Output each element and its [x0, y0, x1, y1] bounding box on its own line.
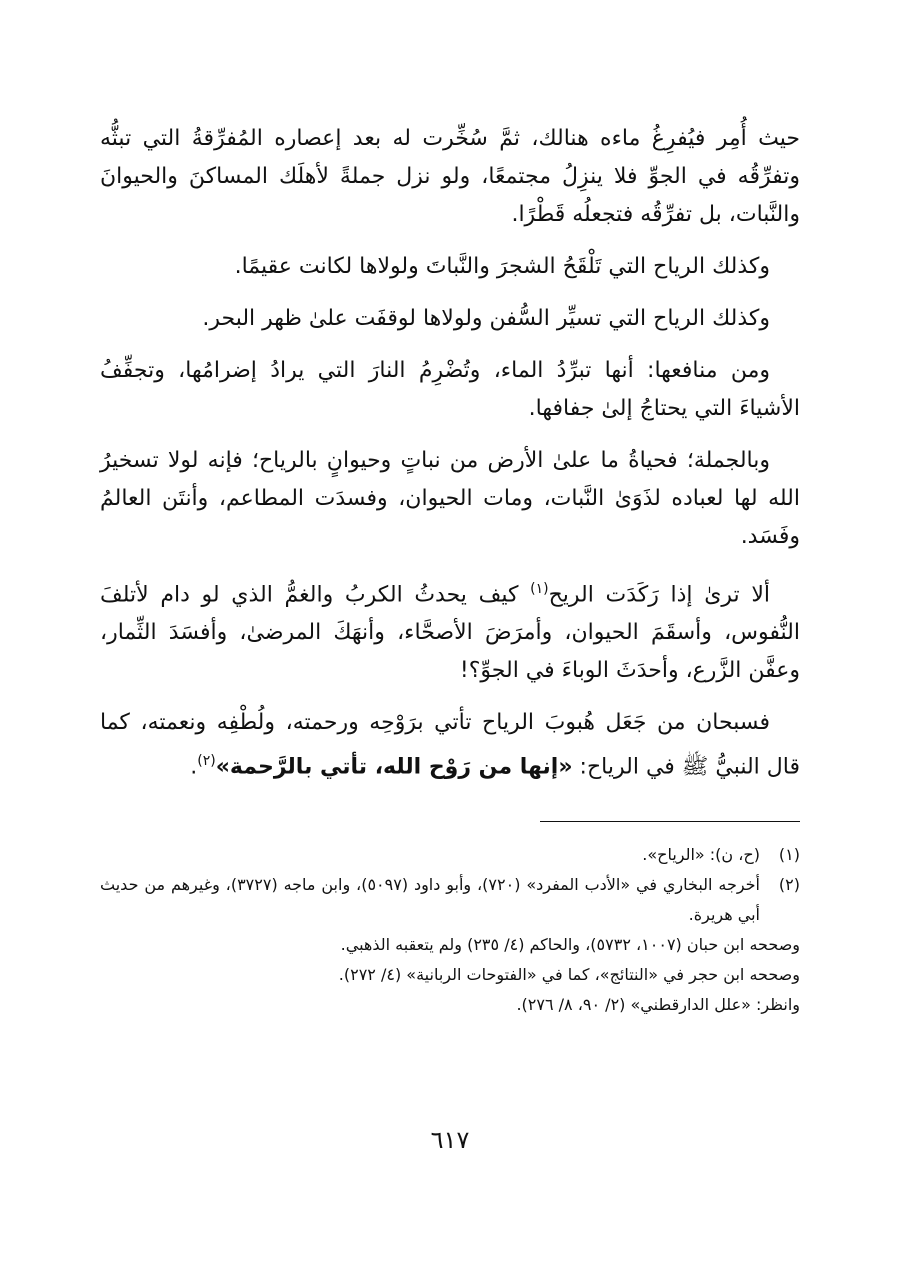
footnote-extra-line: وصححه ابن حبان (١٠٠٧، ٥٧٣٢)، والحاكم (٤/ ٢٣٥) ولم يتعقبه الذهبي. — [340, 934, 800, 954]
paragraph-5: وبالجملة؛ فحياةُ ما علىٰ الأرض من نباتٍ وحيوانٍ بالرياح؛ فإنه لولا تسخيرُ الله لها لعباده لذَوَىٰ النَّبات، ومات الحيوان، وفسدَت المطاعم، وأنتَن العالمُ وفَسَد. — [100, 448, 800, 549]
footnotes — [100, 840, 800, 1020]
footnote-extra-line: وصححه ابن حجر في «النتائج»، كما في «الفتوحات الربانية» (٤/ ٢٧٢). — [338, 964, 800, 984]
footnote-ref-2[interactable]: (٢) — [197, 753, 216, 770]
footnote-text: أخرجه البخاري في «الأدب المفرد» (٧٢٠)، وأبو داود (٥٠٩٧)، وابن ماجه (٣٧٢٧)، وغيرهم من حديث أبي هريرة. — [100, 874, 761, 924]
paragraph-7-text-before: فسبحان من جَعَل هُبوبَ الرياح تأتي برَوْحِه ورحمته، ولُطْفِه ونعمته، كما قال النبيُّ ﷺ في الرياح: — [100, 710, 800, 780]
paragraph-3: وكذلك الرياح التي تسيِّر السُّفن ولولاها لوقفَت علىٰ ظهر البحر. — [202, 306, 770, 331]
paragraph-7 — [100, 704, 800, 786]
paragraph-7-text-after: . — [190, 754, 198, 780]
footnote-extra-line: وانظر: «علل الدارقطني» (٢/ ٩٠، ٨/ ٢٧٦). — [516, 994, 800, 1014]
paragraph-4: ومن منافعها: أنها تبرِّدُ الماء، وتُضْرِمُ النارَ التي يرادُ إضرامُها، وتجفِّفُ الأشياءَ التي يحتاجُ إلىٰ جفافها. — [100, 358, 800, 421]
footnote-1 — [100, 840, 800, 870]
footnote-divider — [540, 821, 800, 822]
footnote-ref-1[interactable]: (١) — [530, 581, 549, 597]
hadith-quote: «إنها من رَوْح الله، تأتي بالرَّحمة» — [215, 754, 573, 780]
footnote-number: (٢) — [778, 874, 800, 894]
footnote-2-continuation — [100, 930, 800, 1020]
footnote-text: (ح، ن): «الرياح». — [642, 844, 760, 864]
paragraph-6-text-before: ألا ترىٰ إذا رَكَدَت الريح — [548, 582, 770, 608]
paragraph-6-text-after: كيف يحدثُ الكربُ والغمُّ الذي لو دام لأتلفَ النُّفوس، وأسقَمَ الحيوان، وأمرَضَ الأصحَّاء، وأنهَكَ المرضىٰ، وأفسَدَ الثِّمار، وعفَّن الزَّرع، وأحدَثَ الوباءَ في الجوِّ؟! — [100, 582, 800, 684]
paragraph-6 — [100, 570, 800, 690]
page-number: ٦١٧ — [430, 1126, 470, 1154]
page-body — [100, 120, 800, 1020]
footnote-2 — [100, 870, 800, 930]
paragraph-1: حيث أُمِر فيُفرِغُ ماءه هنالك، ثمَّ سُخِّرت له بعد إعصاره المُفرِّقةُ التي تبثُّه وتفرِّقُه في الجوِّ فلا ينزِلُ مجتمعًا، ولو نزل جملةً لأهلَك المساكنَ والحيوانَ والنَّبات، بل تفرِّقُه فتجعلُه قَطْرًا. — [100, 126, 800, 227]
footnote-number: (١) — [778, 844, 800, 864]
paragraph-2: وكذلك الرياح التي تَلْقَحُ الشجرَ والنَّباتَ ولولاها لكانت عقيمًا. — [234, 254, 770, 279]
